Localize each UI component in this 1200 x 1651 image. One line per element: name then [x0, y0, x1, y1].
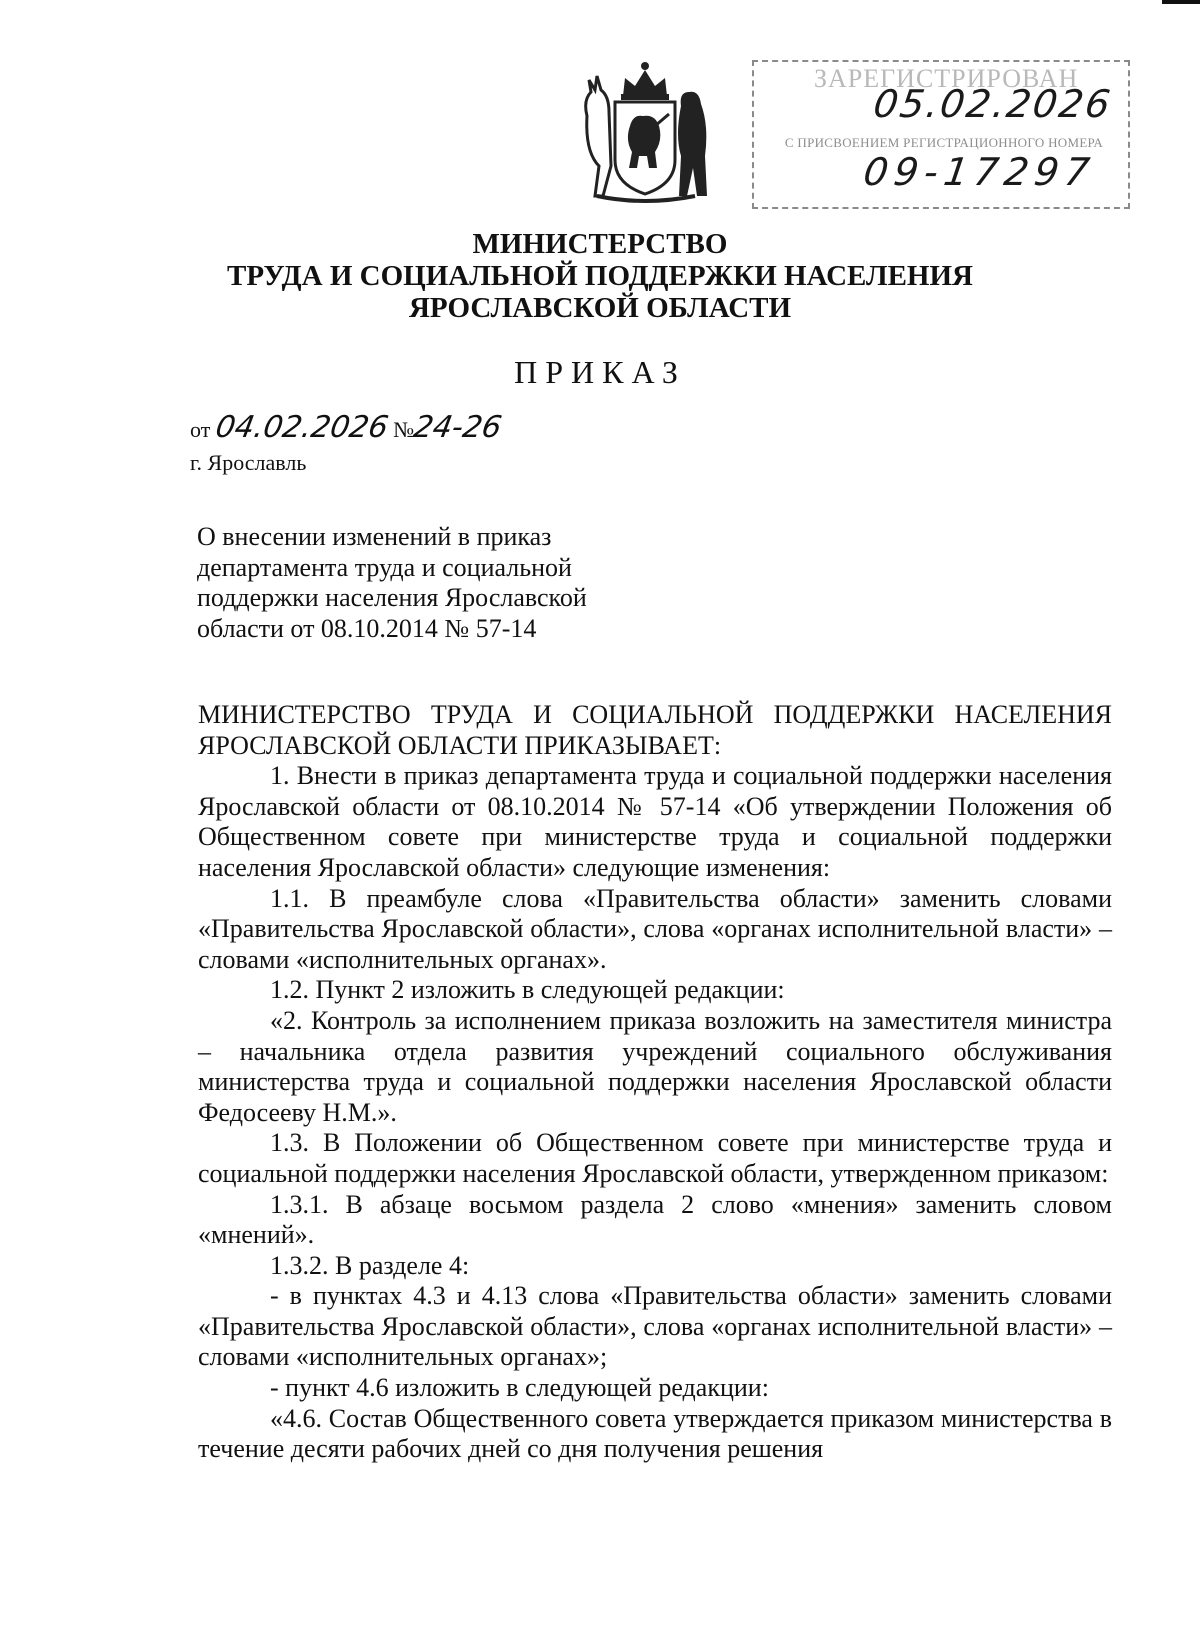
document-type-title: ПРИКАЗ — [514, 354, 686, 390]
body-preamble: МИНИСТЕРСТВО ТРУДА И СОЦИАЛЬНОЙ ПОДДЕРЖКИ НАСЕЛЕНИЯ ЯРОСЛАВСКОЙ ОБЛАСТИ ПРИКАЗЫВАЕТ: — [198, 700, 1112, 760]
order-city: г. Ярославль — [190, 450, 307, 475]
stamp-number: 09-17297 — [860, 150, 1099, 194]
order-date: 04.02.2026 — [212, 410, 391, 445]
order-number: 24-26 — [411, 410, 505, 445]
ministry-line-2: ТРУДА И СОЦИАЛЬНОЙ ПОДДЕРЖКИ НАСЕЛЕНИЯ — [227, 260, 973, 292]
stamp-heading: ЗАРЕГИСТРИРОВАН — [814, 64, 1079, 93]
body-paragraph: «2. Контроль за исполнением приказа возложить на заместителя министра – начальника отдела развития учреждений социального обслуживания министерства труда и социальной поддержки населения Ярославской области Федосееву Н.М.». — [198, 1005, 1112, 1127]
subject-line: области от 08.10.2014 № 57-14 — [197, 613, 537, 643]
stamp-date: 05.02.2026 — [870, 82, 1115, 126]
body-paragraph: 1.3. В Положении об Общественном совете при министерстве труда и социальной поддержки населения Ярославской области, утвержденном приказом: — [198, 1128, 1112, 1188]
registration-stamp — [752, 60, 1130, 209]
body-paragraph: - в пунктах 4.3 и 4.13 слова «Правительства области» заменить словами «Правительства Ярославской области», слова «органах исполнительной власти» – словами «исполнительных органах»; — [198, 1281, 1112, 1372]
coat-of-arms-icon — [575, 56, 715, 206]
subject-line: О внесении изменений в приказ — [197, 522, 552, 551]
body-paragraph: 1.3.2. В разделе 4: — [270, 1250, 470, 1280]
body-paragraph: «4.6. Состав Общественного совета утверждается приказом министерства в течение десяти рабочих дней со дня получения решения — [198, 1403, 1112, 1464]
body-paragraph: 1.2. Пункт 2 изложить в следующей редакции: — [270, 975, 785, 1005]
body-paragraph: - пункт 4.6 изложить в следующей редакции: — [270, 1373, 769, 1403]
scan-corner-mark — [1162, 0, 1200, 4]
date-prefix: от — [190, 417, 211, 442]
body-paragraph: 1. Внести в приказ департамента труда и социальной поддержки населения Ярославской области от 08.10.2014 № 57-14 «Об утверждении Положения об Общественном совете при министерстве труда и социальной поддержки населения Ярославской области» следующие изменения: — [198, 761, 1112, 882]
body-paragraph: 1.1. В преамбуле слова «Правительства области» заменить словами «Правительства Ярославской области», слова «органах исполнительной власти» – словами «исполнительных органах». — [198, 883, 1112, 974]
order-dateline — [190, 410, 505, 445]
number-prefix: № — [393, 417, 415, 442]
subject-line: поддержки населения Ярославской — [197, 583, 587, 612]
ministry-line-3: ЯРОСЛАВСКОЙ ОБЛАСТИ — [408, 292, 792, 324]
order-subject — [197, 522, 627, 644]
body-paragraph: 1.3.1. В абзаце восьмом раздела 2 слово «мнения» заменить словом «мнений». — [198, 1189, 1112, 1250]
stamp-subtitle: С ПРИСВОЕНИЕМ РЕГИСТРАЦИОННОГО НОМЕРА — [784, 135, 1104, 150]
order-body — [198, 700, 1112, 1465]
ministry-line-1: МИНИСТЕРСТВО — [472, 228, 728, 260]
subject-line: департамента труда и социальной — [197, 552, 572, 582]
ministry-header — [0, 228, 1200, 324]
